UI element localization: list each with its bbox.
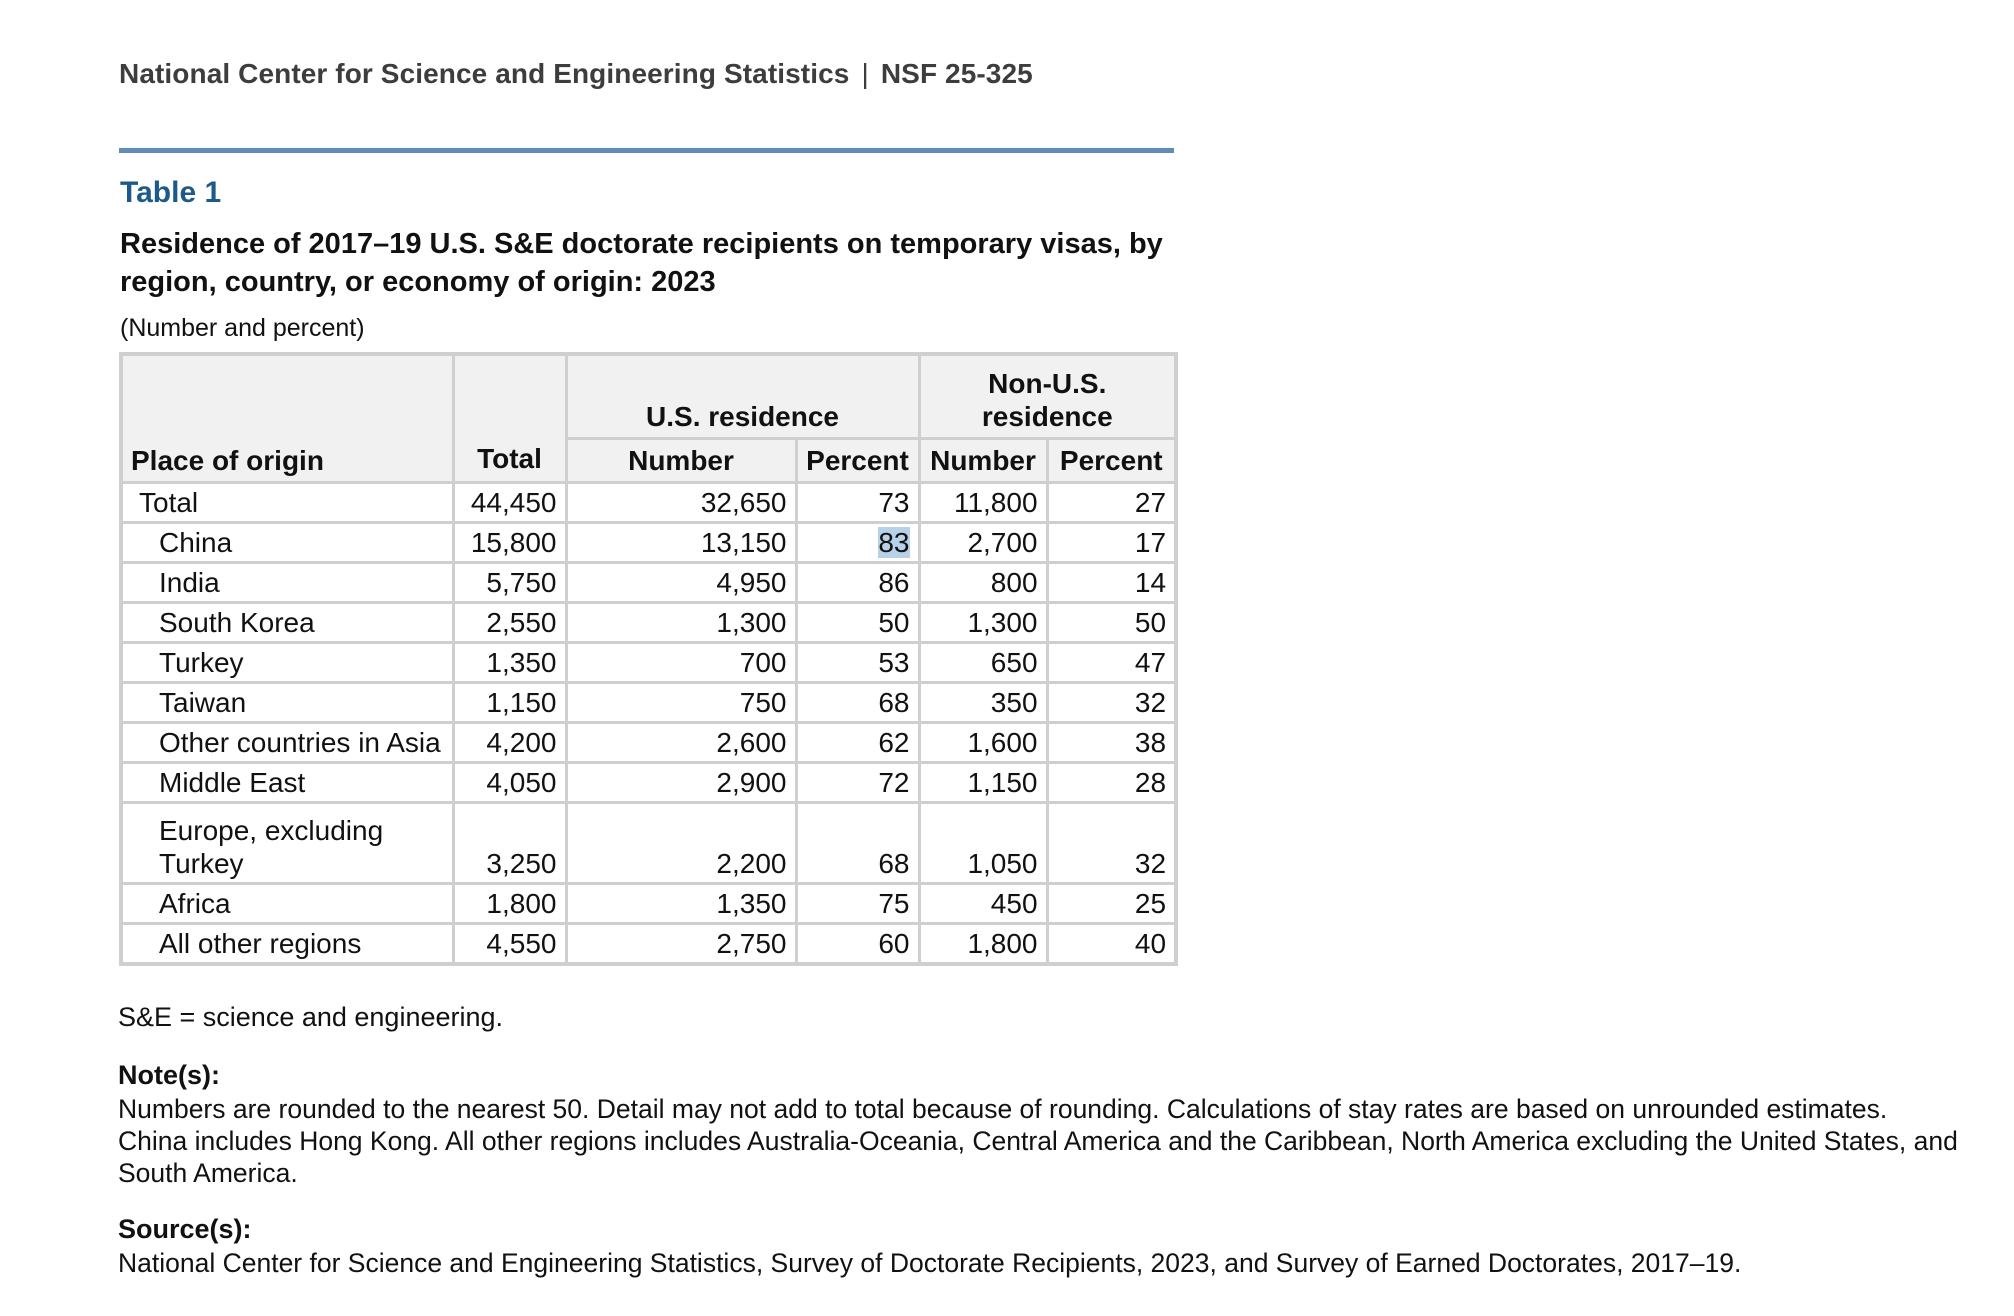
table-row [121,723,1176,763]
header-non-us-percent: Percent [1047,439,1176,483]
row-non-us-number: 2,700 [919,523,1047,563]
table-units: (Number and percent) [120,314,365,342]
row-us-percent: 53 [796,643,919,683]
row-place: China [121,523,453,563]
row-place: Total [121,483,453,523]
row-us-percent: 68 [796,803,919,884]
row-total: 1,150 [453,683,566,723]
table-row [121,803,1176,884]
report-header [119,58,1033,90]
table-row [121,924,1176,965]
row-place: Africa [121,884,453,924]
abbreviation-note: S&E = science and engineering. [118,1002,504,1032]
row-us-percent: 86 [796,563,919,603]
table-title: Residence of 2017–19 U.S. S&E doctorate recipients on temporary visas, by region, country, or economy of origin: 2023 [120,228,1163,298]
row-place: Taiwan [121,683,453,723]
table-row [121,603,1176,643]
header-place-of-origin: Place of origin [121,354,453,483]
table-row [121,523,1176,563]
row-us-number: 700 [566,643,796,683]
row-non-us-number: 1,050 [919,803,1047,884]
row-us-percent: 62 [796,723,919,763]
row-us-number: 2,200 [566,803,796,884]
row-non-us-percent: 14 [1047,563,1176,603]
header-separator: | [861,58,869,89]
row-us-number: 13,150 [566,523,796,563]
row-place: South Korea [121,603,453,643]
row-place: All other regions [121,924,453,965]
row-us-number: 2,600 [566,723,796,763]
row-total: 4,550 [453,924,566,965]
row-us-percent: 72 [796,763,919,803]
row-non-us-percent: 27 [1047,483,1176,523]
org-name: National Center for Science and Engineering Statistics [119,58,850,89]
row-non-us-number: 650 [919,643,1047,683]
table-row [121,683,1176,723]
table-row [121,643,1176,683]
row-us-percent: 50 [796,603,919,643]
row-non-us-number: 1,300 [919,603,1047,643]
row-non-us-number: 1,150 [919,763,1047,803]
table-label: Table 1 [120,176,222,209]
row-non-us-percent: 40 [1047,924,1176,965]
report-id: NSF 25-325 [880,58,1033,89]
table-row [121,483,1176,523]
table-row [121,763,1176,803]
row-non-us-percent: 17 [1047,523,1176,563]
row-total: 1,350 [453,643,566,683]
header-non-us-number: Number [919,439,1047,483]
row-us-percent: 68 [796,683,919,723]
table-row [121,884,1176,924]
row-non-us-percent: 50 [1047,603,1176,643]
row-us-number: 750 [566,683,796,723]
row-non-us-number: 1,600 [919,723,1047,763]
row-non-us-number: 450 [919,884,1047,924]
header-us-number: Number [566,439,796,483]
row-total: 3,250 [453,803,566,884]
notes-label: Note(s): [118,1060,220,1090]
row-total: 4,050 [453,763,566,803]
data-table [119,352,1178,966]
header-us-percent: Percent [796,439,919,483]
row-non-us-percent: 28 [1047,763,1176,803]
row-total: 4,200 [453,723,566,763]
row-us-number: 2,900 [566,763,796,803]
row-place: Other countries in Asia [121,723,453,763]
row-us-number: 1,300 [566,603,796,643]
row-us-number: 32,650 [566,483,796,523]
row-place: India [121,563,453,603]
row-us-percent: 75 [796,884,919,924]
row-non-us-percent: 32 [1047,683,1176,723]
source-text: National Center for Science and Engineering Statistics, Survey of Doctorate Recipients, 2023, and Survey of Earned Doctorates, 2017–19. [118,1248,1742,1278]
row-total: 5,750 [453,563,566,603]
row-place: Middle East [121,763,453,803]
row-non-us-percent: 38 [1047,723,1176,763]
row-place: Europe, excluding Turkey [121,803,453,884]
row-total: 2,550 [453,603,566,643]
row-non-us-percent: 25 [1047,884,1176,924]
row-non-us-percent: 47 [1047,643,1176,683]
row-place: Turkey [121,643,453,683]
row-non-us-number: 11,800 [919,483,1047,523]
table-row [121,563,1176,603]
row-us-percent: 73 [796,483,919,523]
highlighted-value[interactable]: 83 [878,527,910,558]
row-us-number: 1,350 [566,884,796,924]
row-total: 15,800 [453,523,566,563]
header-us-residence: U.S. residence [566,354,919,439]
row-us-percent [796,523,919,563]
row-us-percent: 60 [796,924,919,965]
row-total: 1,800 [453,884,566,924]
row-total: 44,450 [453,483,566,523]
notes-text: Numbers are rounded to the nearest 50. Detail may not add to total because of rounding. Calculations of stay rates are based on unrounded estimates. China includes Hong Kong. All other regions includes Australia-Oceania, Central America and the Caribbean, North America excluding the United States, and South America. [118,1094,1958,1188]
row-us-number: 2,750 [566,924,796,965]
row-non-us-number: 1,800 [919,924,1047,965]
row-non-us-percent: 32 [1047,803,1176,884]
row-non-us-number: 350 [919,683,1047,723]
header-total: Total [453,354,566,483]
header-rule [119,148,1174,153]
header-non-us-residence: Non-U.S. residence [919,354,1176,439]
row-non-us-number: 800 [919,563,1047,603]
source-label: Source(s): [118,1214,252,1244]
row-us-number: 4,950 [566,563,796,603]
